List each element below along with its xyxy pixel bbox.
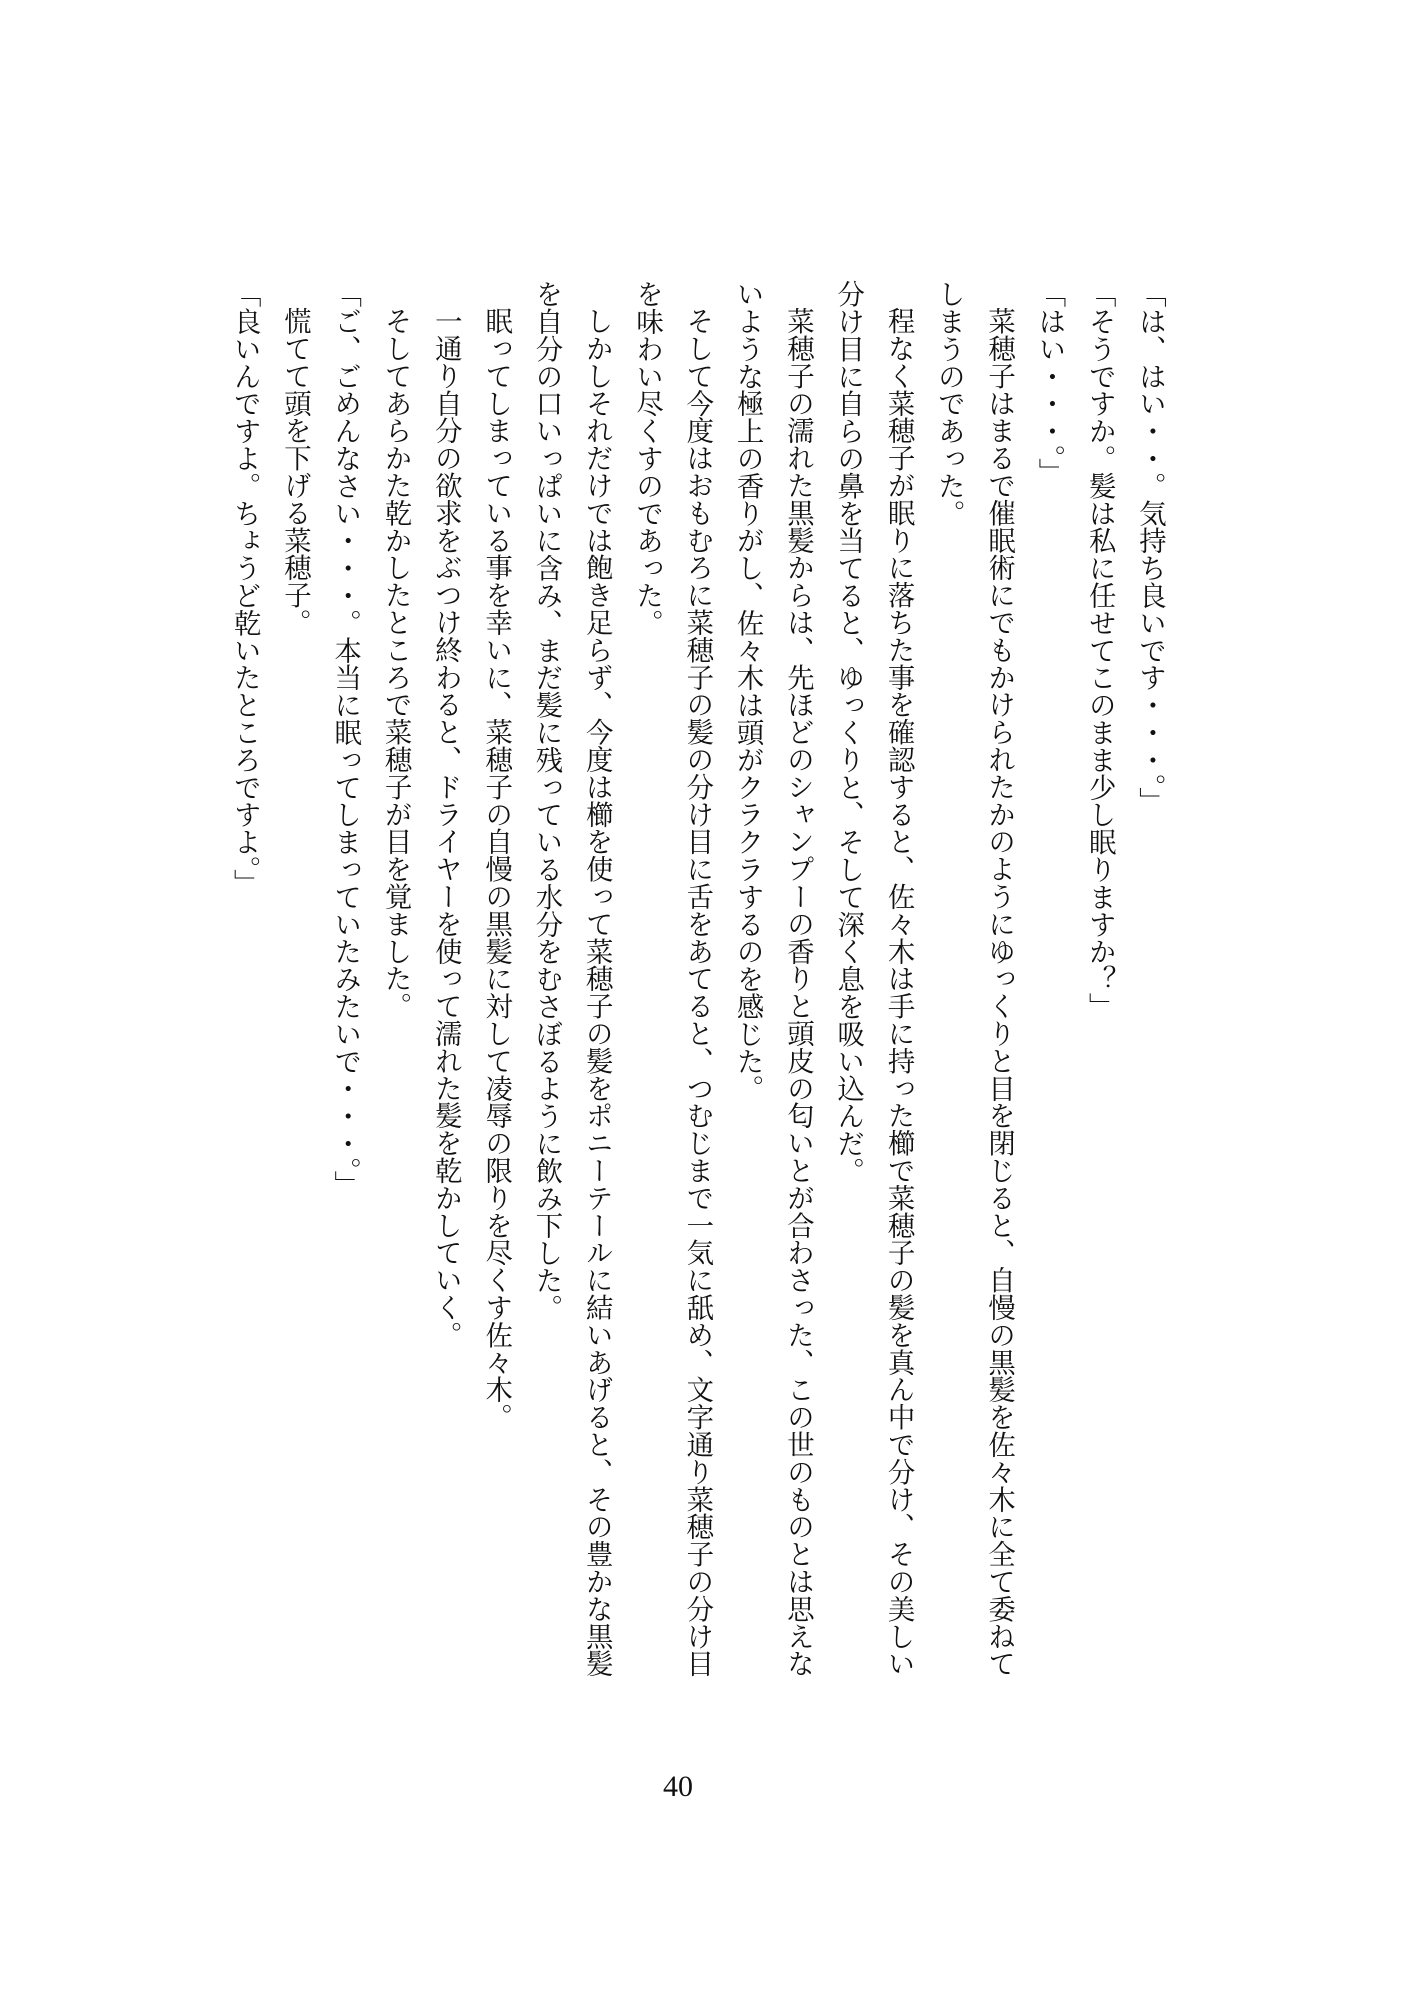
text-line: しかしそれだけでは飽き足らず、今度は櫛を使って菜穂子の髪をポニーテールに結いあげると、その豊かな黒髪 bbox=[580, 307, 612, 1678]
text-line: 一通り自分の欲求をぶつけ終わると、ドライヤーを使って濡れた髪を乾かしていく。 bbox=[429, 307, 461, 1349]
text-line: を自分の口いっぱいに含み、まだ髪に残っている水分をむさぼるように飲み下した。 bbox=[530, 280, 562, 1322]
text-line: 「は、はい・・。気持ち良いです・・・。」 bbox=[1134, 280, 1165, 815]
text-line: いような極上の香りがし、佐々木は頭がクラクラするのを感じた。 bbox=[731, 280, 763, 1102]
text-line: 眠ってしまっている事を幸いに、菜穂子の自慢の黒髪に対して凌辱の限りを尽くす佐々木。 bbox=[480, 307, 512, 1431]
text-line: 菜穂子はまるで催眠術にでもかけられたかのようにゆっくりと目を閉じると、自慢の黒髪を佐々木に全て委ねて bbox=[983, 307, 1015, 1678]
text-line: 慌てて頭を下げる菜穂子。 bbox=[278, 307, 310, 637]
text-line: そしてあらかた乾かしたところで菜穂子が目を覚ました。 bbox=[379, 307, 411, 1020]
text-line: 「良いんですよ。ちょうど乾いたところですよ。」 bbox=[228, 280, 260, 897]
text-line: を味わい尽くすのであった。 bbox=[631, 280, 663, 637]
body-text bbox=[218, 280, 1174, 1700]
text-line: 程なく菜穂子が眠りに落ちた事を確認すると、佐々木は手に持った櫛で菜穂子の髪を真ん中で分け、その美しい bbox=[882, 307, 914, 1678]
text-line: そして今度はおもむろに菜穂子の髪の分け目に舌をあてると、つむじまで一気に舐め、文字通り菜穂子の分け目 bbox=[681, 307, 713, 1678]
text-line: 「はい・・・。」 bbox=[1033, 280, 1065, 486]
page-number: 40 bbox=[663, 1770, 693, 1803]
text-line: しまうのであった。 bbox=[932, 280, 964, 527]
text-line: 「ご、ごめんなさい・・・。本当に眠ってしまっていたみたいで・・・。」 bbox=[329, 280, 361, 1198]
text-line: 菜穂子の濡れた黒髪からは、先ほどのシャンプーの香りと頭皮の匂いとが合わさった、この世のものとは思えな bbox=[781, 307, 813, 1678]
text-line: 分け目に自らの鼻を当てると、ゆっくりと、そして深く息を吸い込んだ。 bbox=[832, 280, 864, 1185]
text-line: 「そうですか。髪は私に任せてこのまま少し眠りますか？」 bbox=[1083, 280, 1115, 1020]
